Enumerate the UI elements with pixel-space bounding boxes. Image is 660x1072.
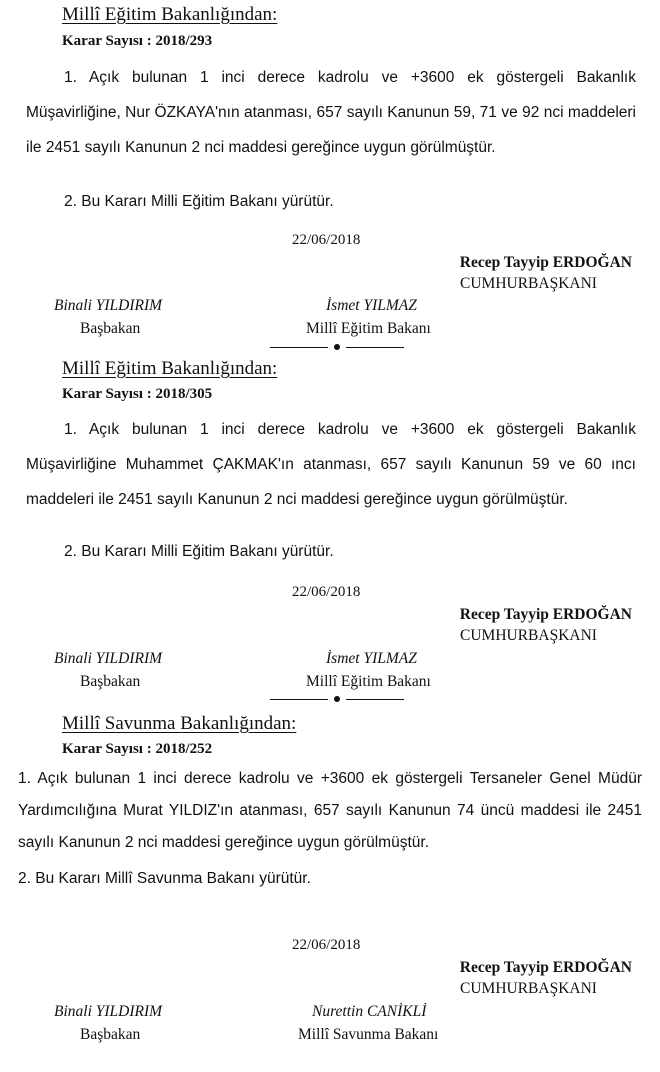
ministry-heading: Millî Eğitim Bakanlığından: (62, 358, 278, 379)
section-separator (270, 693, 404, 705)
pm-title: Başbakan (80, 673, 141, 690)
president-title: CUMHURBAŞKANI (460, 627, 597, 644)
ministry-heading: Millî Savunma Bakanlığından: (62, 713, 297, 734)
minister-name: İsmet YILMAZ (326, 650, 417, 667)
president-name: Recep Tayyip ERDOĞAN (459, 254, 632, 271)
president-title: CUMHURBAŞKANI (460, 275, 597, 292)
president-name: Recep Tayyip ERDOĞAN (459, 606, 632, 623)
decision-date: 22/06/2018 (292, 232, 361, 248)
minister-name: Nurettin CANİKLİ (312, 1003, 427, 1020)
decision-date: 22/06/2018 (292, 937, 361, 953)
minister-name: İsmet YILMAZ (326, 297, 417, 314)
minister-title: Millî Eğitim Bakanı (306, 320, 431, 337)
decision-paragraph-2: 2. Bu Kararı Millî Savunma Bakanı yürütür. (18, 870, 311, 887)
pm-title: Başbakan (80, 1026, 141, 1043)
decision-paragraph-1: 1. Açık bulunan 1 inci derece kadrolu ve +3600 ek göstergeli Tersaneler Genel Müdür Yardımcılığına Murat YILDIZ'ın atanması, 657 sayılı Kanunun 74 üncü maddesi ile 2451 sayılı Kanunun 2 nci maddesi gereğince uygun görülmüştür. (18, 770, 642, 851)
decision-paragraph-1: 1. Açık bulunan 1 inci derece kadrolu ve +3600 ek göstergeli Bakanlık Müşavirliğine Muhammet ÇAKMAK'ın atanması, 657 sayılı Kanunun 59 ve 60 ıncı maddeleri ile 2451 sayılı Kanunun 2 nci maddesi gereğince uygun görülmüştür. (26, 421, 636, 508)
pm-name: Binali YILDIRIM (54, 650, 163, 667)
decision-number: Karar Sayısı : 2018/293 (62, 33, 213, 49)
decision-paragraph-2: 2. Bu Kararı Milli Eğitim Bakanı yürütür. (64, 543, 334, 560)
section-separator (270, 341, 404, 353)
president-title: CUMHURBAŞKANI (460, 980, 597, 997)
decision-paragraph-1: 1. Açık bulunan 1 inci derece kadrolu ve +3600 ek göstergeli Bakanlık Müşavirliğine, Nur ÖZKAYA'nın atanması, 657 sayılı Kanunun 59, 71 ve 92 nci maddeleri ile 2451 sayılı Kanunun 2 nci maddesi gereğince uygun görülmüştür. (26, 69, 636, 156)
decision-number: Karar Sayısı : 2018/252 (62, 741, 213, 757)
pm-name: Binali YILDIRIM (54, 297, 163, 314)
decision-paragraph-2: 2. Bu Kararı Milli Eğitim Bakanı yürütür. (64, 193, 334, 210)
decision-number: Karar Sayısı : 2018/305 (62, 386, 213, 402)
minister-title: Millî Eğitim Bakanı (306, 673, 431, 690)
ministry-heading: Millî Eğitim Bakanlığından: (62, 4, 278, 25)
minister-title: Millî Savunma Bakanı (298, 1026, 439, 1043)
pm-name: Binali YILDIRIM (54, 1003, 163, 1020)
decision-date: 22/06/2018 (292, 584, 361, 600)
president-name: Recep Tayyip ERDOĞAN (459, 959, 632, 976)
pm-title: Başbakan (80, 320, 141, 337)
